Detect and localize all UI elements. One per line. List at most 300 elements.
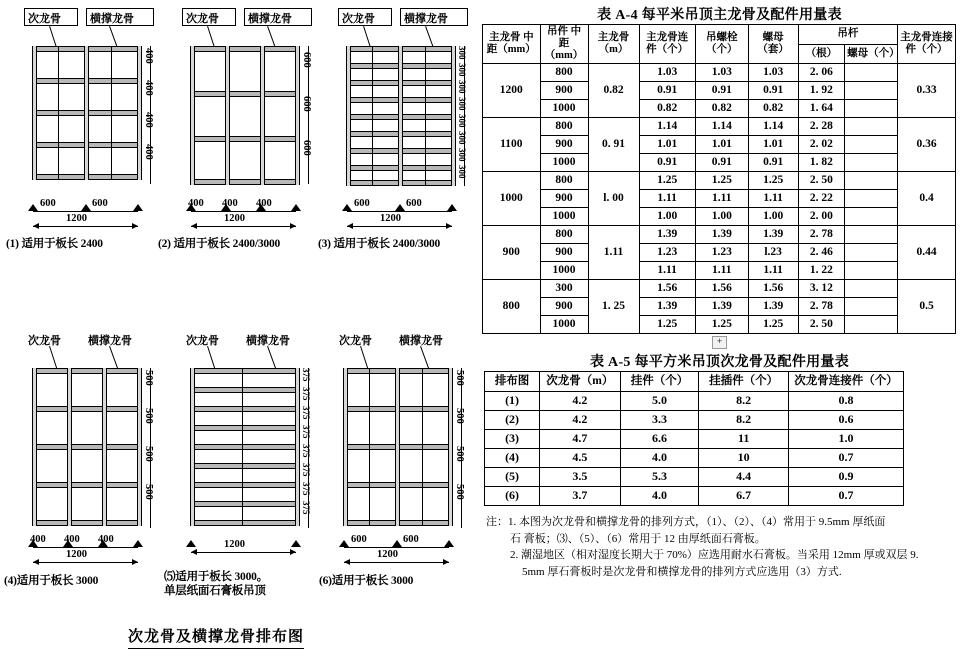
cell-bolt: 1.14 — [695, 118, 748, 136]
dim-v: 500 — [143, 408, 154, 424]
cell-zhulonggu: 1.39 — [639, 298, 695, 316]
figure-caption-3: (3) 适用于板长 2400/3000 — [318, 238, 441, 250]
joist-h — [190, 368, 300, 374]
cell-bolt: 1.11 — [695, 262, 748, 280]
joist-h — [190, 463, 300, 469]
dim-h: 400 — [98, 534, 114, 545]
figure-caption-6: (6)适用于板长 3000 — [319, 575, 414, 587]
brace-thin — [58, 46, 59, 180]
expand-button[interactable]: + — [712, 336, 727, 349]
leader-line — [207, 26, 215, 47]
cell-rod: 2. 78 — [798, 298, 845, 316]
dim-v: 400 — [143, 144, 154, 160]
dim-h: 400 — [64, 534, 80, 545]
dim-tick — [447, 204, 457, 211]
dim-arrow — [33, 223, 39, 229]
dim-h: 400 — [188, 198, 204, 209]
dim-line-total — [344, 562, 449, 563]
cell-secondary-joist: 4.7 — [540, 430, 620, 449]
dim-tick — [291, 540, 301, 547]
dim-line-total — [33, 562, 138, 563]
cell-blank — [845, 244, 898, 262]
cell-insert-piece: 6.7 — [699, 487, 789, 506]
dim-v: 400 — [143, 112, 154, 128]
dim-h: 600 — [40, 198, 56, 209]
table-row — [485, 468, 904, 487]
dim-h: 600 — [403, 534, 419, 545]
cell-layout-id: (1) — [485, 392, 540, 411]
dim-v: 500 — [454, 484, 465, 500]
th-rod-count: （根） — [798, 44, 845, 64]
cell-secondary-joist: 4.2 — [540, 392, 620, 411]
table-a4 — [482, 24, 956, 334]
cell-hanger-piece: 5.0 — [620, 392, 699, 411]
cell-bolt: 1.56 — [695, 280, 748, 298]
cell-insert-piece: 11 — [699, 430, 789, 449]
cell-hanger: 900 — [540, 82, 588, 100]
dim-line-h — [191, 211, 296, 212]
cell-blank — [845, 64, 898, 82]
brace-v — [32, 368, 37, 526]
table-row — [483, 64, 956, 82]
dim-arrow — [132, 223, 138, 229]
brace-v — [451, 46, 456, 186]
cell-nut: 0.91 — [748, 82, 798, 100]
dim-arrow — [443, 559, 449, 565]
dim-v: 375 — [301, 463, 311, 477]
legend-secondary-6: 横撑龙骨 — [399, 335, 443, 347]
th-nut: 螺母（套） — [748, 25, 798, 64]
cell-layout-id: (2) — [485, 411, 540, 430]
cell-layout-id: (3) — [485, 430, 540, 449]
cell-zhulonggu: 0.91 — [639, 154, 695, 172]
th-bolt: 吊螺栓（个） — [695, 25, 748, 64]
cell-zhulonggu: 1.25 — [639, 316, 695, 334]
th-main-joist: 主龙骨（m） — [588, 25, 639, 64]
table-a5 — [484, 371, 904, 506]
th-main-joist-connector: 主龙骨连接件（个） — [898, 25, 956, 64]
table-a4-title: 表 A-4 每平米吊顶主龙骨及配件用量表 — [597, 8, 842, 23]
dim-v: 300 — [457, 114, 467, 128]
brace-v — [260, 46, 265, 185]
cell-secondary-joist: 3.7 — [540, 487, 620, 506]
cell-bolt: 1.39 — [695, 226, 748, 244]
cell-nut: 1.39 — [748, 226, 798, 244]
cell-nut: 1.11 — [748, 262, 798, 280]
cell-bolt: 1.00 — [695, 208, 748, 226]
cell-hanger-piece: 4.0 — [620, 449, 699, 468]
cell-spacing: 1200 — [483, 64, 541, 118]
dim-arrow — [132, 559, 138, 565]
cell-hanger: 1000 — [540, 100, 588, 118]
cell-zhulonggu: 1.00 — [639, 208, 695, 226]
figure-caption-5-line1: ⑸适用于板长 3000。 — [164, 571, 268, 583]
cell-secondary-joist: 4.2 — [540, 411, 620, 430]
cell-spacing: 900 — [483, 226, 541, 280]
dim-total: 1200 — [377, 549, 398, 560]
th-main-connector: 主龙骨连件（个） — [639, 25, 695, 64]
joist-h — [190, 501, 300, 507]
table-row — [485, 411, 904, 430]
figure-6 — [319, 330, 475, 610]
dim-v: 300 — [457, 63, 467, 77]
table-row — [485, 392, 904, 411]
layout-grid-3 — [346, 46, 456, 184]
brace-thin — [369, 368, 370, 526]
cell-bolt: 1.01 — [695, 136, 748, 154]
table-row — [483, 100, 956, 118]
dim-line-h — [33, 547, 138, 548]
table-row — [483, 262, 956, 280]
dim-h: 600 — [354, 198, 370, 209]
cell-hanger: 1000 — [540, 316, 588, 334]
cell-zhulonggu: 1.56 — [639, 280, 695, 298]
cell-blank — [845, 316, 898, 334]
dim-arrow — [191, 549, 197, 555]
cell-zhulonggu: 1.23 — [639, 244, 695, 262]
cell-connector: 0.36 — [898, 118, 956, 172]
cell-rod: 2. 22 — [798, 190, 845, 208]
dim-v: 500 — [454, 446, 465, 462]
joist-h — [190, 406, 300, 412]
cell-rod: 1. 82 — [798, 154, 845, 172]
brace-thin — [242, 368, 243, 526]
joist-h — [190, 520, 300, 526]
notes-line-2b: 5mm 厚石膏板时是次龙骨和横撑龙骨的排列方式应选用（3）方式. — [522, 565, 842, 578]
cell-insert-piece: 8.2 — [699, 411, 789, 430]
th-hanger-piece: 挂件（个） — [620, 372, 699, 392]
brace-v — [398, 46, 403, 186]
cell-spacing: 1100 — [483, 118, 541, 172]
cell-hanger-piece: 3.3 — [620, 411, 699, 430]
cell-spacing: 1000 — [483, 172, 541, 226]
table-row — [483, 226, 956, 244]
legend-primary-3: 次龙骨 — [342, 13, 375, 25]
cell-secondary-connector: 0.7 — [789, 449, 904, 468]
tables-panel — [478, 0, 961, 650]
th-rod-nut: 螺母（个） — [845, 44, 898, 64]
notes-label: 注： — [486, 516, 508, 529]
cell-zhulonggu: 1.03 — [639, 64, 695, 82]
dim-arrow — [344, 559, 350, 565]
th-layout-id: 排布图 — [485, 372, 540, 392]
cell-bolt: 1.25 — [695, 316, 748, 334]
cell-primary: l. 00 — [588, 172, 639, 226]
table-row — [483, 154, 956, 172]
cell-bolt: 1.03 — [695, 64, 748, 82]
brace-v — [32, 46, 37, 180]
cell-layout-id: (6) — [485, 487, 540, 506]
notes-text-1: 1. 本图为次龙骨和横撑龙骨的排列方式，（1）、（2）、（4）常用于 9.5mm 厚纸面 — [508, 516, 886, 529]
th-rod-group: 吊杆 — [798, 25, 898, 45]
brace-v — [295, 46, 300, 185]
cell-nut: 0.82 — [748, 100, 798, 118]
cell-hanger: 900 — [540, 190, 588, 208]
dim-arrow — [33, 559, 39, 565]
cell-hanger: 300 — [540, 280, 588, 298]
layout-grid-1 — [32, 46, 142, 184]
dim-tick — [28, 204, 38, 211]
legend-primary-6: 次龙骨 — [339, 335, 372, 347]
layout-grid-2 — [190, 46, 300, 184]
notes-line-1 — [486, 514, 956, 531]
cell-layout-id: (5) — [485, 468, 540, 487]
table-row — [485, 449, 904, 468]
legend-secondary-5: 横撑龙骨 — [246, 335, 290, 347]
table-row — [483, 280, 956, 298]
dim-total: 1200 — [224, 539, 245, 550]
brace-v — [84, 46, 89, 180]
joist-h — [190, 91, 300, 97]
joist-h — [32, 368, 142, 374]
cell-blank — [845, 82, 898, 100]
layout-grid-5 — [190, 368, 300, 528]
table-row — [483, 136, 956, 154]
legend-primary-4: 次龙骨 — [28, 335, 61, 347]
table-row — [483, 208, 956, 226]
cell-hanger: 900 — [540, 136, 588, 154]
joist-h — [190, 46, 300, 52]
brace-v — [137, 46, 142, 180]
joist-h — [190, 444, 300, 450]
joist-h — [32, 482, 142, 488]
dim-h: 400 — [30, 534, 46, 545]
leader-line — [49, 346, 57, 369]
cell-nut: 1.25 — [748, 172, 798, 190]
diagram-panel — [0, 0, 478, 650]
dim-h: 400 — [222, 198, 238, 209]
cell-hanger: 900 — [540, 244, 588, 262]
dim-v: 375 — [301, 482, 311, 496]
cell-blank — [845, 100, 898, 118]
dim-line-h — [347, 211, 452, 212]
cell-blank — [845, 226, 898, 244]
cell-hanger-piece: 6.6 — [620, 430, 699, 449]
dim-v: 600 — [301, 96, 312, 112]
cell-rod: 2. 00 — [798, 208, 845, 226]
cell-rod: 2. 28 — [798, 118, 845, 136]
cell-zhulonggu: 1.14 — [639, 118, 695, 136]
dim-v: 600 — [301, 140, 312, 156]
table-row — [483, 172, 956, 190]
cell-insert-piece: 8.2 — [699, 392, 789, 411]
dim-v: 400 — [143, 48, 154, 64]
figure-caption-4: (4)适用于板长 3000 — [4, 575, 99, 587]
cell-nut: 1.11 — [748, 190, 798, 208]
dim-v: 300 — [457, 165, 467, 179]
table-header-row — [483, 25, 956, 45]
figure-1 — [6, 8, 160, 268]
leader-line — [49, 26, 57, 47]
dim-line-h — [33, 211, 138, 212]
dim-v: 300 — [457, 80, 467, 94]
cell-secondary-connector: 0.8 — [789, 392, 904, 411]
cell-nut: 1.14 — [748, 118, 798, 136]
brace-v — [395, 368, 400, 526]
dim-v: 375 — [301, 368, 311, 382]
dim-v: 300 — [457, 97, 467, 111]
th-insert-piece: 挂插件（个） — [699, 372, 789, 392]
th-secondary-joist: 次龙骨（m） — [540, 372, 620, 392]
cell-blank — [845, 298, 898, 316]
cell-hanger: 800 — [540, 64, 588, 82]
cell-zhulonggu: 1.25 — [639, 172, 695, 190]
cell-connector: 0.4 — [898, 172, 956, 226]
cell-rod: 3. 12 — [798, 280, 845, 298]
dim-v: 500 — [454, 408, 465, 424]
cell-connector: 0.5 — [898, 280, 956, 334]
dim-tick — [392, 540, 402, 547]
cell-zhulonggu: 0.91 — [639, 82, 695, 100]
figure-2 — [158, 8, 318, 268]
cell-nut: 1.00 — [748, 208, 798, 226]
table-row — [483, 82, 956, 100]
cell-zhulonggu: 1.39 — [639, 226, 695, 244]
dim-arrow — [290, 549, 296, 555]
cell-bolt: 1.39 — [695, 298, 748, 316]
brace-thin — [372, 46, 373, 186]
dim-h: 600 — [92, 198, 108, 209]
cell-primary: 1.11 — [588, 226, 639, 280]
cell-bolt: 1.11 — [695, 190, 748, 208]
cell-nut: 0.91 — [748, 154, 798, 172]
cell-insert-piece: 10 — [699, 449, 789, 468]
joist-h — [32, 444, 142, 450]
dim-h: 600 — [351, 534, 367, 545]
brace-v — [102, 368, 107, 526]
brace-v — [67, 368, 72, 526]
brace-v — [346, 46, 351, 186]
legend-primary-5: 次龙骨 — [186, 335, 219, 347]
cell-primary: 1. 25 — [588, 280, 639, 334]
brace-thin — [422, 368, 423, 526]
table-row — [483, 118, 956, 136]
joist-h — [32, 520, 142, 526]
dim-tick — [81, 204, 91, 211]
dim-h: 400 — [256, 198, 272, 209]
notes-line-2: 2. 潮湿地区（相对湿度长期大于 70%）应选用耐水石膏板。当采用 12mm 厚或双层 9. — [510, 549, 919, 562]
cell-hanger: 800 — [540, 118, 588, 136]
cell-nut: l.23 — [748, 244, 798, 262]
cell-blank — [845, 118, 898, 136]
brace-v — [295, 368, 300, 526]
dim-tick — [133, 540, 143, 547]
dim-v: 500 — [143, 484, 154, 500]
cell-secondary-connector: 0.9 — [789, 468, 904, 487]
legend-primary-2: 次龙骨 — [186, 13, 219, 25]
dim-line-total — [191, 552, 296, 553]
dim-v: 300 — [457, 131, 467, 145]
cell-primary: 0.82 — [588, 64, 639, 118]
table-a4-body — [483, 64, 956, 334]
cell-nut: 1.01 — [748, 136, 798, 154]
cell-nut: 1.25 — [748, 316, 798, 334]
leader-line — [363, 26, 371, 47]
brace-v — [190, 46, 195, 185]
table-a5-title: 表 A-5 每平方米吊顶次龙骨及配件用量表 — [589, 355, 850, 371]
cell-layout-id: (4) — [485, 449, 540, 468]
dim-v: 500 — [143, 370, 154, 386]
cell-rod: 2. 78 — [798, 226, 845, 244]
dim-total: 1200 — [66, 549, 87, 560]
cell-hanger-piece: 4.0 — [620, 487, 699, 506]
cell-zhulonggu: 1.11 — [639, 262, 695, 280]
joist-h — [190, 179, 300, 185]
cell-rod: 1. 22 — [798, 262, 845, 280]
cell-bolt: 1.25 — [695, 172, 748, 190]
figure-3 — [318, 8, 480, 268]
cell-nut: 1.56 — [748, 280, 798, 298]
cell-spacing: 800 — [483, 280, 541, 334]
dim-total: 1200 — [66, 213, 87, 224]
cell-hanger: 1000 — [540, 154, 588, 172]
dim-tick — [342, 204, 352, 211]
cell-zhulonggu: 1.01 — [639, 136, 695, 154]
cell-secondary-connector: 0.6 — [789, 411, 904, 430]
dim-tick — [133, 204, 143, 211]
dim-v: 375 — [301, 387, 311, 401]
cell-connector: 0.44 — [898, 226, 956, 280]
cell-blank — [845, 154, 898, 172]
table-row — [483, 244, 956, 262]
brace-v — [448, 368, 453, 526]
cell-secondary-connector: 1.0 — [789, 430, 904, 449]
cell-secondary-joist: 3.5 — [540, 468, 620, 487]
dim-arrow — [290, 223, 296, 229]
dim-line-total — [191, 226, 296, 227]
table-a5-body — [485, 392, 904, 506]
joist-h — [190, 482, 300, 488]
table-row — [485, 430, 904, 449]
brace-v — [343, 368, 348, 526]
cell-secondary-joist: 4.5 — [540, 449, 620, 468]
cell-primary: 0. 91 — [588, 118, 639, 172]
legend-secondary-3: 横撑龙骨 — [404, 13, 448, 25]
dim-tick — [291, 204, 301, 211]
dim-tick — [444, 540, 454, 547]
figure-4 — [4, 330, 160, 610]
notes-block — [486, 514, 956, 580]
brace-thin — [111, 46, 112, 180]
legend-secondary-4: 横撑龙骨 — [88, 335, 132, 347]
brace-v — [225, 46, 230, 185]
cell-zhulonggu: 0.82 — [639, 100, 695, 118]
table-row — [485, 487, 904, 506]
brace-v — [137, 368, 142, 526]
layout-grid-6 — [343, 368, 453, 528]
th-secondary-connector: 次龙骨连接件（个） — [789, 372, 904, 392]
cell-hanger-piece: 5.3 — [620, 468, 699, 487]
dim-arrow — [347, 223, 353, 229]
cell-rod: 1. 92 — [798, 82, 845, 100]
cell-rod: 2. 02 — [798, 136, 845, 154]
dim-line-total — [347, 226, 452, 227]
table-row — [483, 316, 956, 334]
table-header-row — [485, 372, 904, 392]
dim-h: 600 — [406, 198, 422, 209]
cell-hanger: 1000 — [540, 262, 588, 280]
joist-h — [32, 406, 142, 412]
dim-line-h — [344, 547, 449, 548]
cell-rod: 2. 46 — [798, 244, 845, 262]
cell-rod: 2. 50 — [798, 316, 845, 334]
layout-grid-4 — [32, 368, 142, 528]
cell-connector: 0.33 — [898, 64, 956, 118]
dim-arrow — [446, 223, 452, 229]
dim-total: 1200 — [224, 213, 245, 224]
cell-blank — [845, 190, 898, 208]
dim-total: 1200 — [380, 213, 401, 224]
